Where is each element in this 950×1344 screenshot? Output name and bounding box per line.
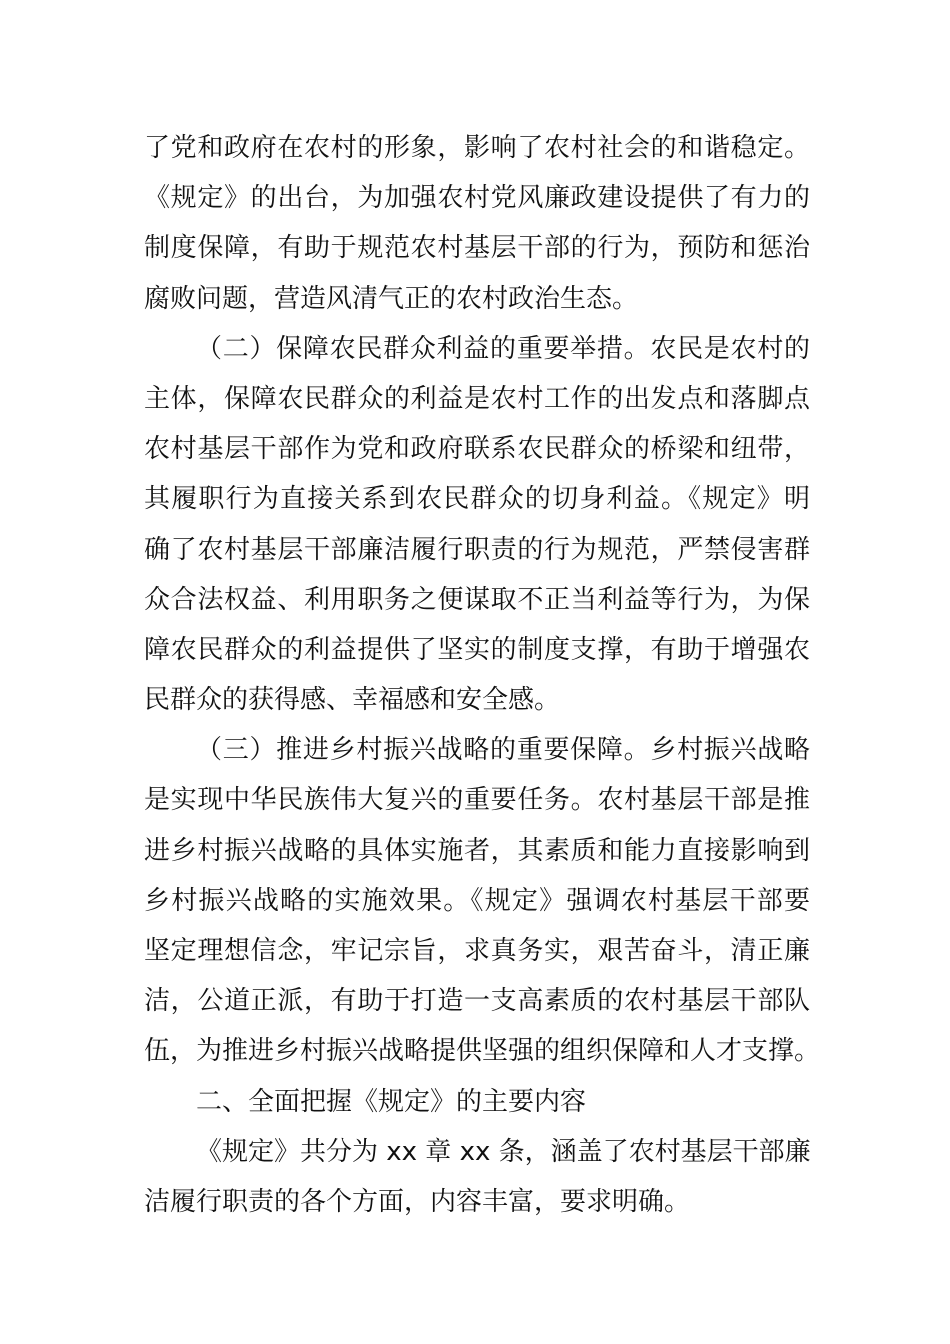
text-line: 《规定》的出台，为加强农村党风廉政建设提供了有力的 <box>144 183 810 214</box>
text-line: 主体，保障农民群众的利益是农村工作的出发点和落脚点 <box>144 383 810 414</box>
text-line: 障农民群众的利益提供了坚实的制度支撑，有助于增强农 <box>144 634 810 665</box>
text-line: 是实现中华民族伟大复兴的重要任务。农村基层干部是推 <box>144 785 810 816</box>
text-line: （三）推进乡村振兴战略的重要保障。乡村振兴战略 <box>196 735 810 766</box>
text-line: 其履职行为直接关系到农民群众的切身利益。《规定》明 <box>144 484 810 515</box>
text-line: 腐败问题，营造风清气正的农村政治生态。 <box>144 283 639 314</box>
text-line: 乡村振兴战略的实施效果。《规定》强调农村基层干部要 <box>144 885 810 916</box>
text-line: （二）保障农民群众利益的重要举措。农民是农村的 <box>196 333 810 364</box>
text-line: 洁履行职责的各个方面，内容丰富，要求明确。 <box>144 1186 691 1217</box>
text-line: 洁，公道正派，有助于打造一支高素质的农村基层干部队 <box>144 986 810 1017</box>
text-line: 农村基层干部作为党和政府联系农民群众的桥梁和纽带， <box>144 434 810 465</box>
text-line: 民群众的获得感、幸福感和安全感。 <box>144 685 561 716</box>
document-body <box>144 123 821 1227</box>
text-line: 坚定理想信念，牢记宗旨，求真务实，艰苦奋斗，清正廉 <box>144 936 810 966</box>
text-line: 伍，为推进乡村振兴战略提供坚强的组织保障和人才支撑。 <box>144 1036 821 1067</box>
text-line: 众合法权益、利用职务之便谋取不正当利益等行为，为保 <box>144 584 810 615</box>
text-line: 进乡村振兴战略的具体实施者，其素质和能力直接影响到 <box>144 835 810 866</box>
section-heading: 二、全面把握《规定》的主要内容 <box>196 1086 587 1117</box>
text-line: 了党和政府在农村的形象，影响了农村社会的和谐稳定。 <box>144 133 810 163</box>
text-line: 确了农村基层干部廉洁履行职责的行为规范，严禁侵害群 <box>144 534 810 565</box>
text-line: 《规定》共分为 xx 章 xx 条，涵盖了农村基层干部廉 <box>196 1136 811 1167</box>
text-line: 制度保障，有助于规范农村基层干部的行为，预防和惩治 <box>144 233 810 264</box>
